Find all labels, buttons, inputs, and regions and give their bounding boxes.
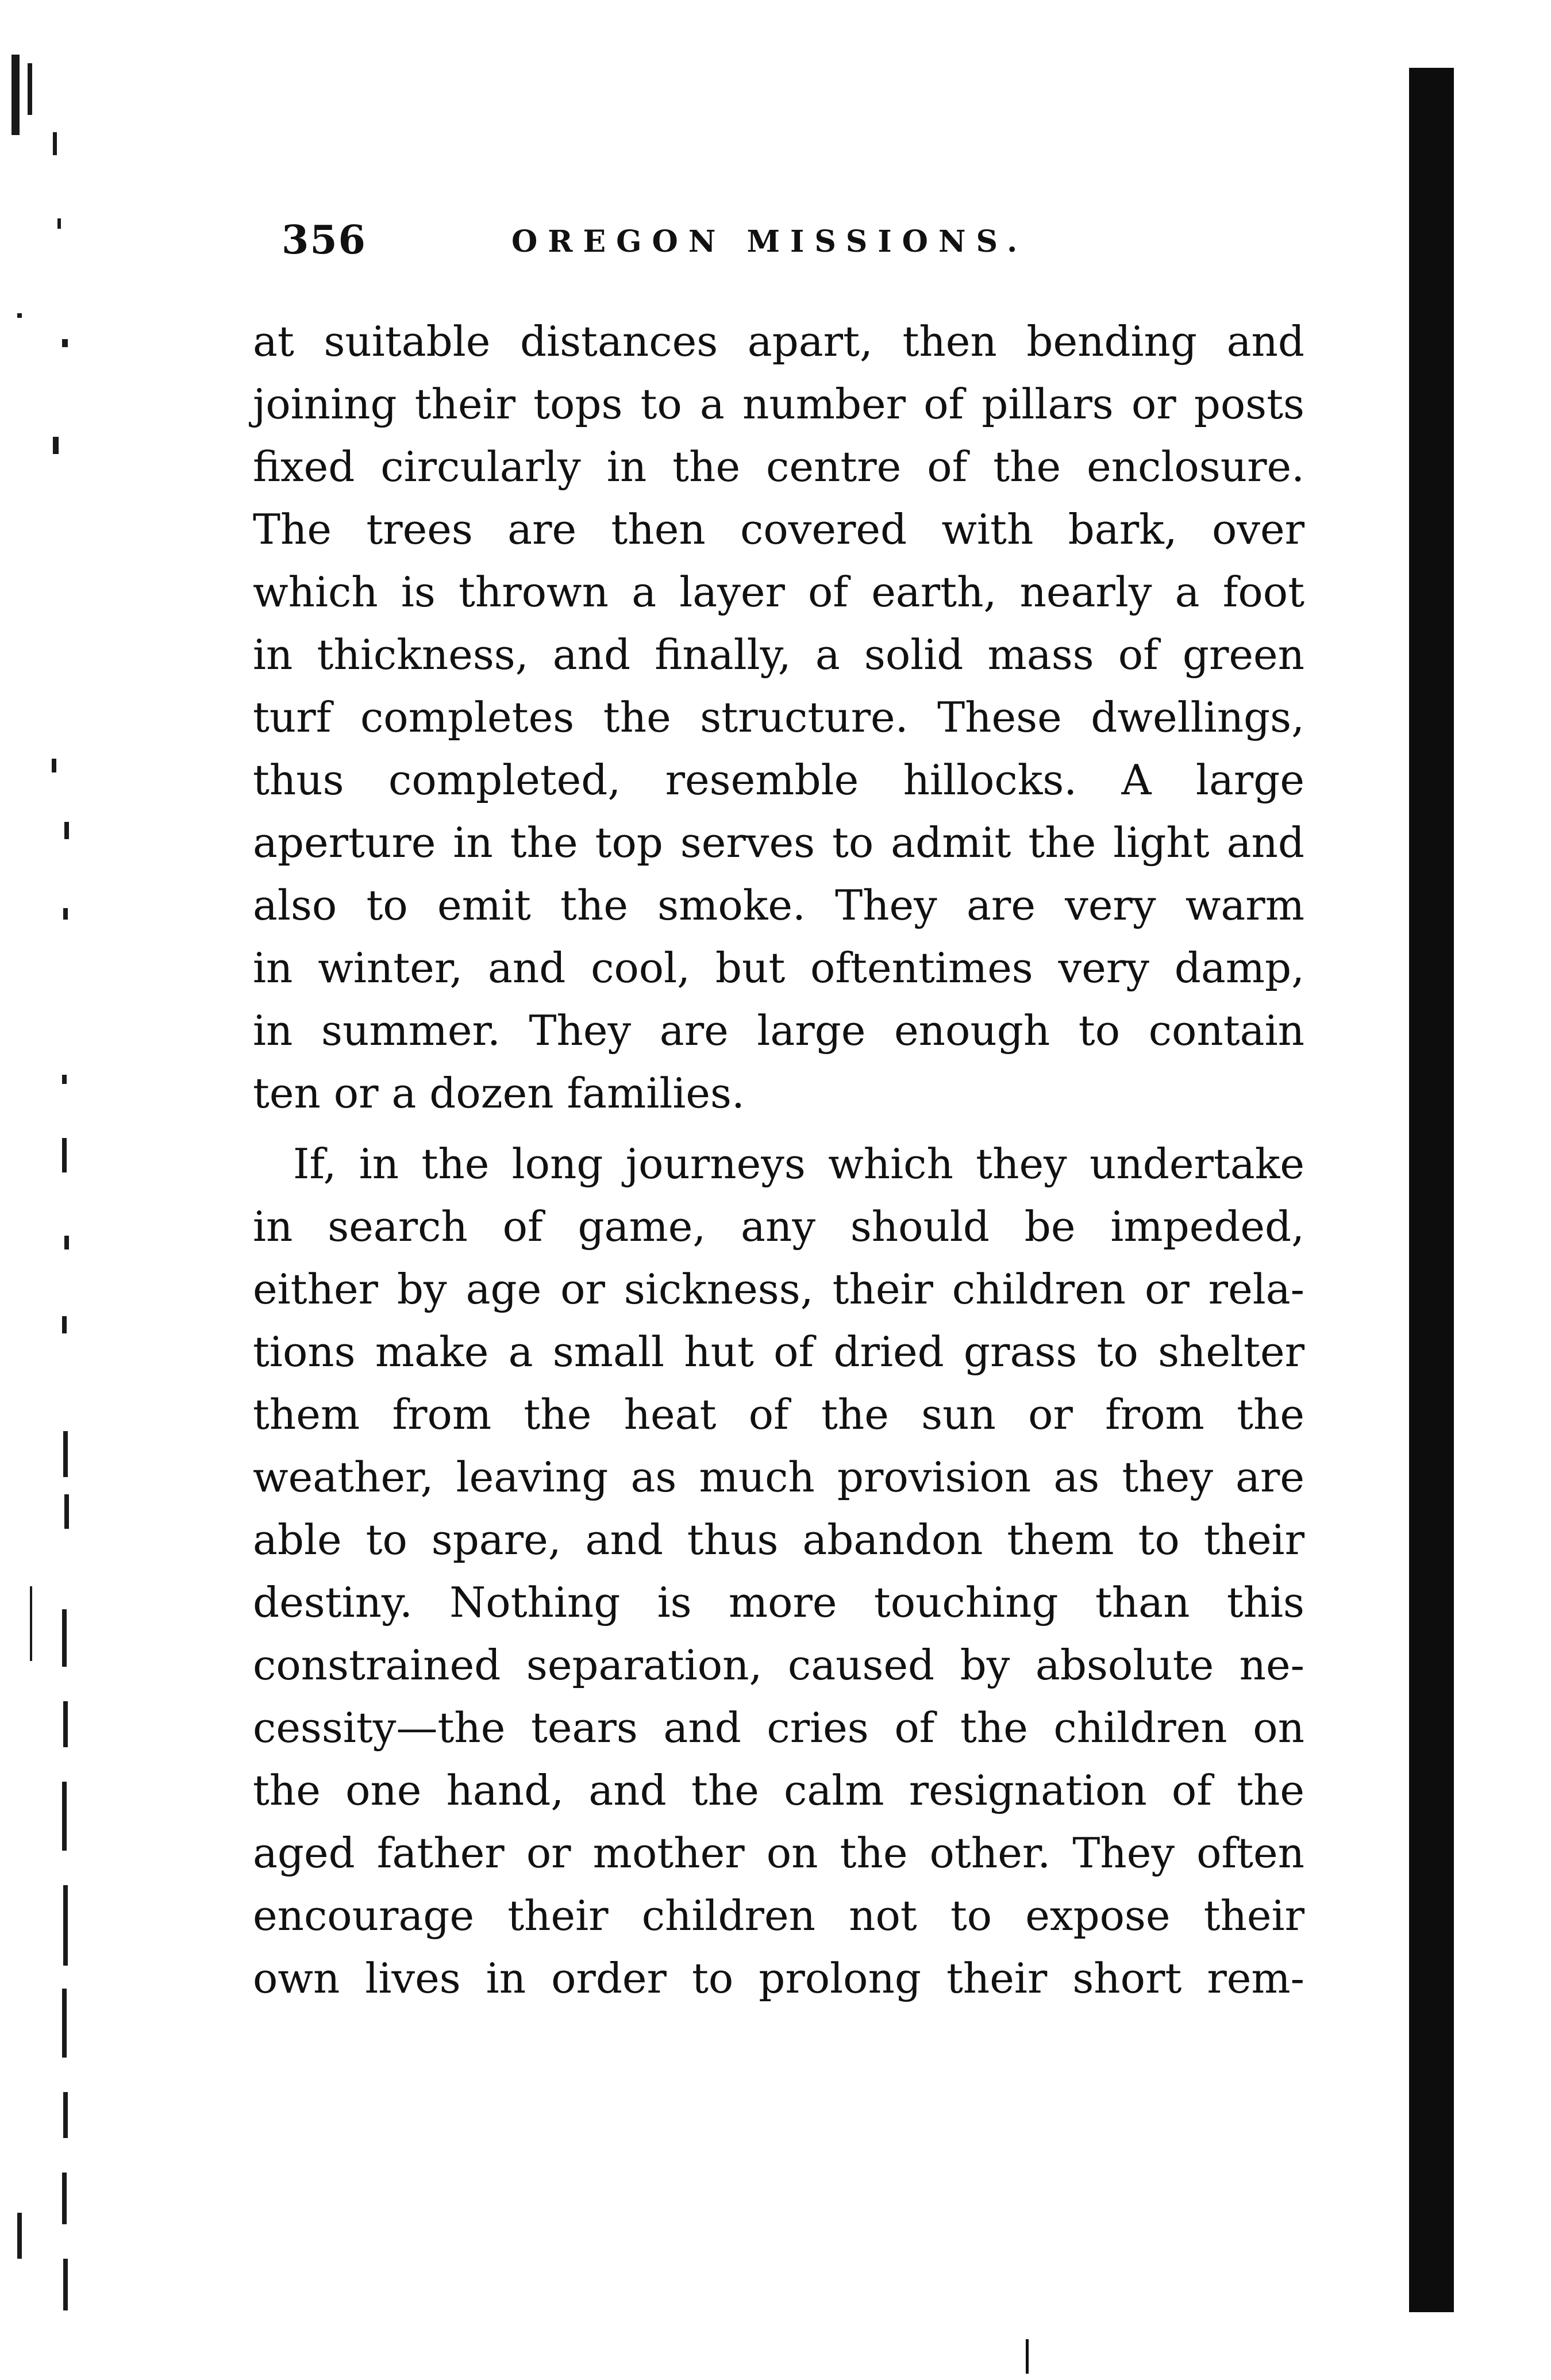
text-line: able to spare, and thus abandon them to their	[253, 1516, 1304, 1564]
text-line: fixed circularly in the centre of the enclosure.	[253, 443, 1304, 491]
paragraph	[253, 310, 1304, 1125]
text-line: cessity—the tears and cries of the children on	[253, 1704, 1304, 1752]
text-line: in thickness, and finally, a solid mass of green	[253, 630, 1304, 679]
running-head: OREGON MISSIONS.	[511, 224, 1028, 259]
page-edge-shadow-bar	[1409, 68, 1454, 2312]
text-line: thus completed, resemble hillocks. A large	[253, 756, 1304, 804]
text-line: constrained separation, caused by absolute ne-	[253, 1641, 1304, 1689]
body-text	[253, 310, 1304, 2010]
text-line: The trees are then covered with bark, over	[253, 505, 1304, 553]
text-line: joining their tops to a number of pillars or posts	[253, 380, 1304, 428]
text-line: aperture in the top serves to admit the light and	[253, 818, 1304, 867]
text-line: aged father or mother on the other. They often	[253, 1829, 1304, 1877]
paragraph	[253, 1133, 1304, 2010]
bottom-edge-mark	[1026, 2339, 1029, 2374]
text-line: them from the heat of the sun or from the	[253, 1390, 1304, 1439]
text-line: in winter, and cool, but oftentimes very damp,	[253, 944, 1304, 992]
text-line: own lives in order to prolong their short rem-	[253, 1954, 1304, 2002]
text-line: turf completes the structure. These dwellings,	[253, 693, 1304, 741]
text-line: at suitable distances apart, then bending and	[253, 317, 1304, 366]
text-line: in summer. They are large enough to contain	[253, 1006, 1304, 1055]
text-line: the one hand, and the calm resignation of the	[253, 1766, 1304, 1814]
text-line: If, in the long journeys which they undertake	[293, 1140, 1304, 1188]
page-header	[282, 207, 1350, 270]
text-line: destiny. Nothing is more touching than this	[253, 1578, 1304, 1627]
text-line: also to emit the smoke. They are very warm	[253, 881, 1304, 929]
text-line: tions make a small hut of dried grass to shelter	[253, 1328, 1304, 1376]
text-line: encourage their children not to expose their	[253, 1891, 1304, 1940]
text-line: in search of game, any should be impeded,	[253, 1202, 1304, 1251]
page-number: 356	[282, 217, 367, 263]
text-line: which is thrown a layer of earth, nearly a foot	[253, 568, 1304, 616]
scan-left-edge-noise	[0, 0, 86, 2380]
text-line: either by age or sickness, their children or rela-	[253, 1265, 1304, 1313]
text-line: weather, leaving as much provision as they are	[253, 1453, 1304, 1501]
text-line: ten or a dozen families.	[253, 1069, 745, 1117]
